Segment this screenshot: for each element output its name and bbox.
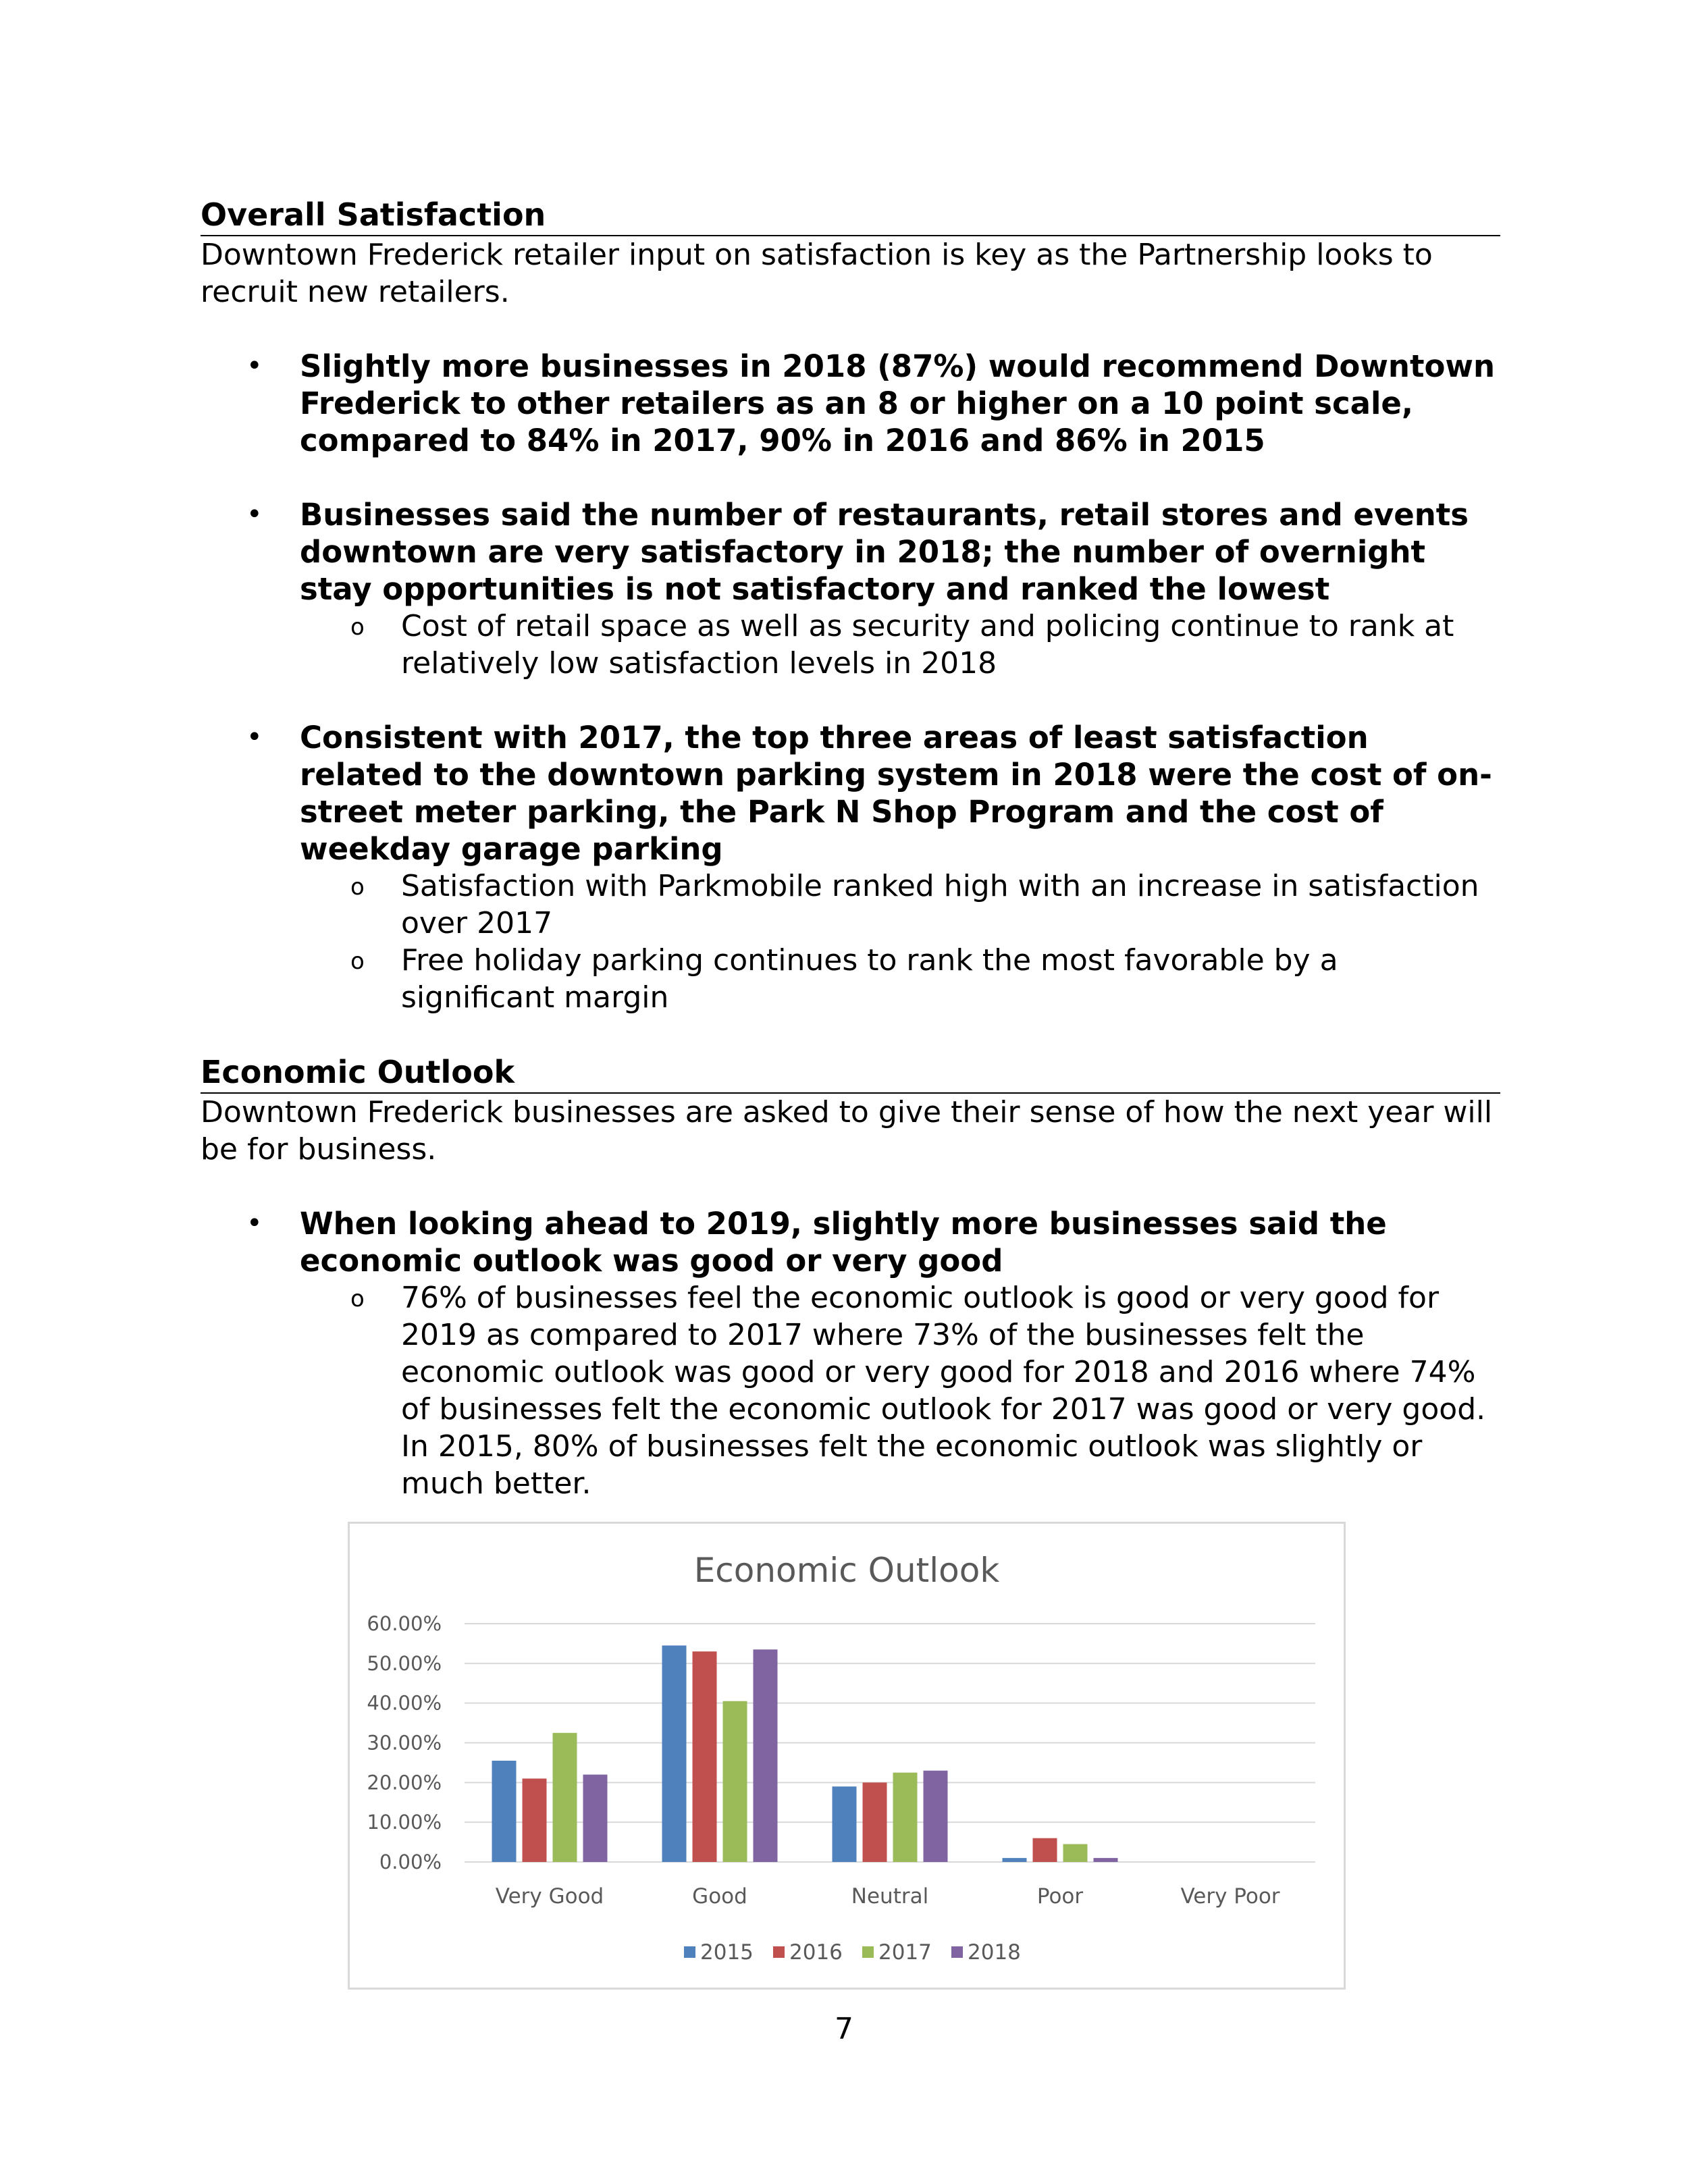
chart-title: Economic Outlook <box>693 1551 1000 1590</box>
overall-satisfaction-section <box>201 196 1500 1016</box>
economic-outlook-chart <box>348 1522 1346 1990</box>
legend-label: 2016 <box>789 1940 843 1965</box>
legend-swatch <box>773 1946 785 1958</box>
page-number: 7 <box>835 2012 853 2046</box>
x-category-label: Poor <box>1036 1884 1084 1909</box>
bar <box>583 1775 608 1862</box>
x-category-label: Neutral <box>851 1884 929 1909</box>
bullet-item <box>201 1205 1500 1502</box>
sub-bullet-glyph: o <box>350 874 365 901</box>
x-category-label: Good <box>692 1884 747 1909</box>
y-tick-label: 10.00% <box>367 1811 442 1834</box>
bar <box>863 1782 887 1862</box>
y-tick-label: 30.00% <box>367 1731 442 1755</box>
chart-svg <box>350 1524 1344 1988</box>
bar <box>553 1733 577 1862</box>
y-tick-label: 20.00% <box>367 1771 442 1794</box>
legend-label: 2015 <box>700 1940 754 1965</box>
x-category-label: Very Good <box>495 1884 604 1909</box>
y-tick-label: 40.00% <box>367 1691 442 1715</box>
sub-bullet-glyph: o <box>350 1285 365 1312</box>
bar <box>754 1649 778 1862</box>
bullet-glyph: • <box>246 1208 263 1239</box>
economic-outlook-heading: Economic Outlook <box>201 1053 1500 1094</box>
bullet-item <box>201 719 1500 1016</box>
sub-bullet-item <box>300 1279 1500 1502</box>
bullet-glyph: • <box>246 350 263 381</box>
bar <box>833 1786 857 1862</box>
sub-bullet-item <box>300 868 1500 942</box>
legend-label: 2017 <box>878 1940 932 1965</box>
y-tick-label: 0.00% <box>379 1850 442 1873</box>
bar <box>492 1761 517 1862</box>
sub-bullet-list <box>300 1279 1500 1502</box>
bullet-text: Slightly more businesses in 2018 (87%) would recommend Downtown Frederick to other retailers as an 8 or higher on a 10 point scale, compared to 84% in 2017, 90% in 2016 and 86% in 2015 <box>300 348 1495 458</box>
page-content <box>201 196 1500 1539</box>
bar <box>1063 1844 1088 1862</box>
sub-bullet-glyph: o <box>350 614 365 641</box>
sub-bullet-text: Free holiday parking continues to rank the most favorable by a significant margin <box>401 943 1338 1015</box>
bullet-text: Consistent with 2017, the top three areas of least satisfaction related to the downtown parking system in 2018 were the cost of on-street meter parking, the Park N Shop Program and the cost of weekday garage parking <box>300 720 1492 867</box>
sub-bullet-text: Satisfaction with Parkmobile ranked high with an increase in satisfaction over 2017 <box>401 869 1479 940</box>
bar <box>723 1701 747 1862</box>
legend-label: 2018 <box>968 1940 1021 1965</box>
bar <box>1003 1858 1027 1862</box>
bar <box>893 1773 918 1862</box>
economic-outlook-section <box>201 1053 1500 1502</box>
y-tick-label: 60.00% <box>367 1612 442 1635</box>
bullet-item <box>201 496 1500 682</box>
bullet-glyph: • <box>246 499 263 530</box>
bar <box>924 1771 948 1862</box>
bar <box>1094 1858 1118 1862</box>
sub-bullet-text: 76% of businesses feel the economic outlook is good or very good for 2019 as compared to 2017 where 73% of the businesses felt the economic outlook was good or very good for 2018 and 2016 where 74% of businesses felt the economic outlook for 2017 was good or very good. In 2015, 80% of businesses felt the economic outlook was slightly or much better. <box>401 1281 1486 1501</box>
sub-bullet-list <box>300 868 1500 1016</box>
legend-swatch <box>951 1946 963 1958</box>
legend-swatch <box>862 1946 874 1958</box>
bar <box>662 1645 687 1862</box>
bullet-text: When looking ahead to 2019, slightly more businesses said the economic outlook was good or very good <box>300 1206 1387 1279</box>
bullet-text: Businesses said the number of restaurants, retail stores and events downtown are very satisfactory in 2018; the number of overnight stay opportunities is not satisfactory and ranked the lowest <box>300 497 1469 607</box>
legend-swatch <box>684 1946 695 1958</box>
x-category-label: Very Poor <box>1180 1884 1280 1909</box>
overall-satisfaction-intro: Downtown Frederick retailer input on satisfaction is key as the Partnership looks to recruit new retailers. <box>201 238 1433 309</box>
sub-bullet-text: Cost of retail space as well as security and policing continue to rank at relatively low satisfaction levels in 2018 <box>401 609 1454 681</box>
overall-satisfaction-heading: Overall Satisfaction <box>201 196 1500 236</box>
bar <box>1033 1838 1057 1862</box>
sub-bullet-glyph: o <box>350 948 365 975</box>
sub-bullet-item <box>300 942 1500 1016</box>
overall-bullet-list <box>201 348 1500 1016</box>
sub-bullet-list <box>300 608 1500 682</box>
economic-bullet-list <box>201 1205 1500 1502</box>
bar <box>523 1778 547 1862</box>
bar <box>693 1651 717 1862</box>
economic-outlook-intro: Downtown Frederick businesses are asked to give their sense of how the next year will be for business. <box>201 1095 1493 1167</box>
sub-bullet-item <box>300 608 1500 682</box>
bullet-item <box>201 348 1500 459</box>
bullet-glyph: • <box>246 722 263 753</box>
y-tick-label: 50.00% <box>367 1651 442 1675</box>
